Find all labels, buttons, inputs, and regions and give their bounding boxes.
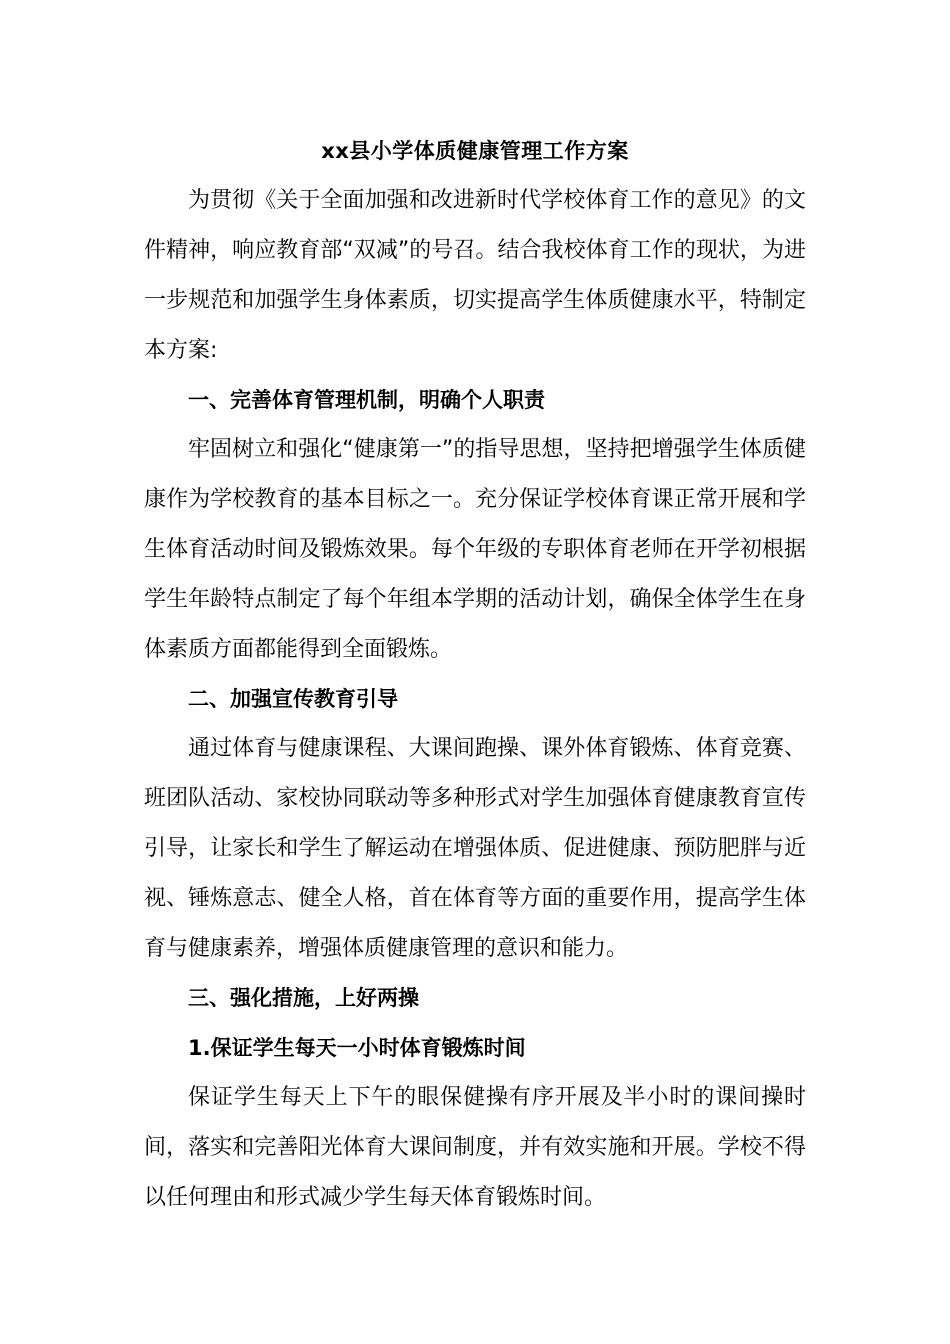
section-heading-2: 二、加强宣传教育引导: [188, 687, 398, 711]
section-body-1: 牢固树立和强化“健康第一”的指导思想，坚持把增强学生体质健康作为学校教育的基本目标之一。充分保证学校体育课正常开展和学生体育活动时间及锻炼效果。每个年级的专职体育老师在开学初根据学生年龄特点制定了每个年组本学期的活动计划，确保全体学生在身体素质方面都能得到全面锻炼。: [144, 437, 806, 662]
subsection-body-3-1: 保证学生每天上下午的眼保健操有序开展及半小时的课间操时间，落实和完善阳光体育大课间制度，并有效实施和开展。学校不得以任何理由和形式减少学生每天体育锻炼时间。: [144, 1085, 806, 1210]
section-body-2: 通过体育与健康课程、大课间跑操、课外体育锻炼、体育竞赛、班团队活动、家校协同联动等多种形式对学生加强体育健康教育宣传引导，让家长和学生了解运动在增强体质、促进健康、预防肥胖与近视、锤炼意志、健全人格，首在体育等方面的重要作用，提高学生体育与健康素养，增强体质健康管理的意识和能力。: [144, 736, 806, 961]
section-heading-3: 三、强化措施，上好两操: [188, 986, 419, 1010]
intro-paragraph: 为贯彻《关于全面加强和改进新时代学校体育工作的意见》的文件精神，响应教育部“双减”的号召。结合我校体育工作的现状，为进一步规范和加强学生身体素质，切实提高学生体质健康水平，特制定本方案:: [144, 188, 806, 363]
section-heading-1: 一、完善体育管理机制，明确个人职责: [188, 388, 545, 412]
document-title: xx县小学体质健康管理工作方案: [321, 139, 629, 163]
subsection-heading-3-1: 1.保证学生每天一小时体育锻炼时间: [188, 1036, 526, 1060]
